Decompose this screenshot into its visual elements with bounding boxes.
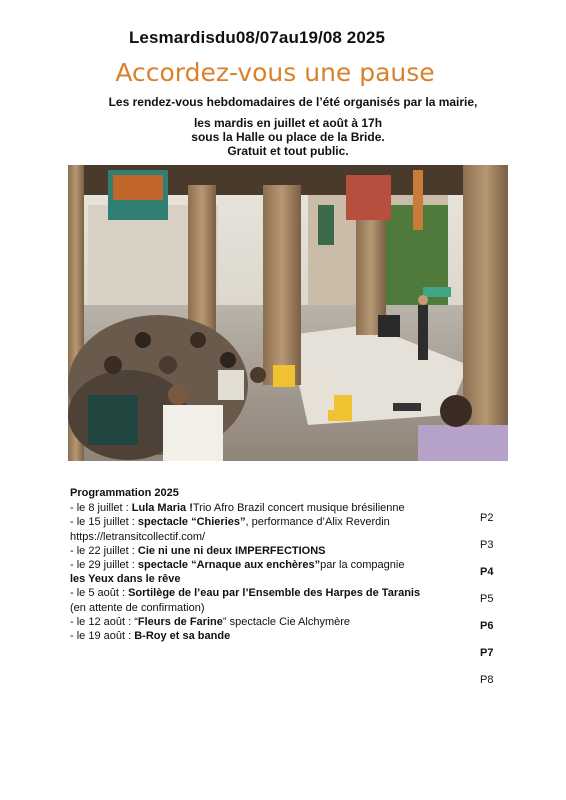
programme-item-title: spectacle “Chieries” — [137, 516, 246, 529]
market-hall-photo — [68, 165, 508, 461]
photo-illustration — [68, 165, 508, 461]
page-ref-p4: P4 — [480, 566, 494, 578]
programme-item-date: - le 12 août : “ — [70, 615, 138, 628]
programme-item-detail: (en attente de confirmation) — [70, 601, 205, 614]
programme-item-date: - le 8 juillet : — [70, 502, 132, 515]
programme-item — [70, 501, 500, 515]
page-ref-p2: P2 — [480, 512, 494, 524]
programme-item — [70, 586, 500, 600]
programme-title: Programmation 2025 — [70, 487, 179, 499]
programme-item-title: B-Roy et sa bande — [134, 630, 231, 643]
headline-text: Accordez-vous une pause — [115, 58, 435, 87]
programme-item-date: - le 19 août : — [70, 630, 135, 643]
intro-line-4: Gratuit et tout public. — [227, 144, 349, 158]
event-dates-text: Lesmardisdu08/07au19/08 2025 — [128, 28, 386, 47]
programme-item-title: Cie ni une ni deux IMPERFECTIONS — [137, 544, 326, 557]
headline — [0, 58, 566, 87]
programme-item-detail: , performance d’Alix Reverdin — [245, 516, 390, 529]
programme-item-title: Fleurs de Farine — [137, 615, 223, 628]
intro-line-2: les mardis en juillet et août à 17h — [193, 116, 383, 130]
intro-line-3: sous la Halle ou place de la Bride. — [191, 130, 385, 144]
programme-item-detail: Trio Afro Brazil concert musique brésilienne — [192, 502, 405, 515]
page-ref-p8: P8 — [480, 674, 494, 686]
page-ref-p6: P6 — [480, 620, 494, 632]
page-ref-p3: P3 — [480, 539, 494, 551]
programme-item-detail: https://letransitcollectif.com/ — [70, 530, 206, 543]
programme-item-date: - le 5 août : — [70, 587, 129, 600]
programme-list — [70, 486, 500, 643]
page-ref-p5: P5 — [480, 593, 494, 605]
programme-item — [70, 629, 500, 643]
programme-item-date: - le 29 juillet : — [70, 559, 138, 572]
programme-item-title: spectacle “Arnaque aux enchères” — [137, 559, 321, 572]
programme-item-title: les Yeux dans le rêve — [70, 573, 181, 586]
programme-rows — [70, 501, 500, 643]
programme-item-title: Lula Maria ! — [131, 502, 193, 515]
intro-line-1: Les rendez-vous hebdomadaires de l’été organisés par la mairie, — [108, 95, 478, 109]
programme-item — [70, 601, 500, 615]
programme-item-date: - le 15 juillet : — [70, 516, 138, 529]
programme-item-date: - le 22 juillet : — [70, 544, 138, 557]
event-dates — [0, 28, 566, 48]
programme-item-title: Sortilège de l’eau par l’Ensemble des Harpes de Taranis — [128, 587, 421, 600]
programme-item — [70, 515, 500, 529]
page-ref-p7: P7 — [480, 647, 494, 659]
programme-item-detail: ” spectacle Cie Alchymère — [222, 615, 351, 628]
intro-text — [0, 95, 566, 158]
programme-item-detail: par la compagnie — [320, 559, 405, 572]
programme-item — [70, 558, 500, 572]
programme-item — [70, 530, 500, 544]
programme-item — [70, 544, 500, 558]
programme-item — [70, 572, 500, 586]
programme-item — [70, 615, 500, 629]
